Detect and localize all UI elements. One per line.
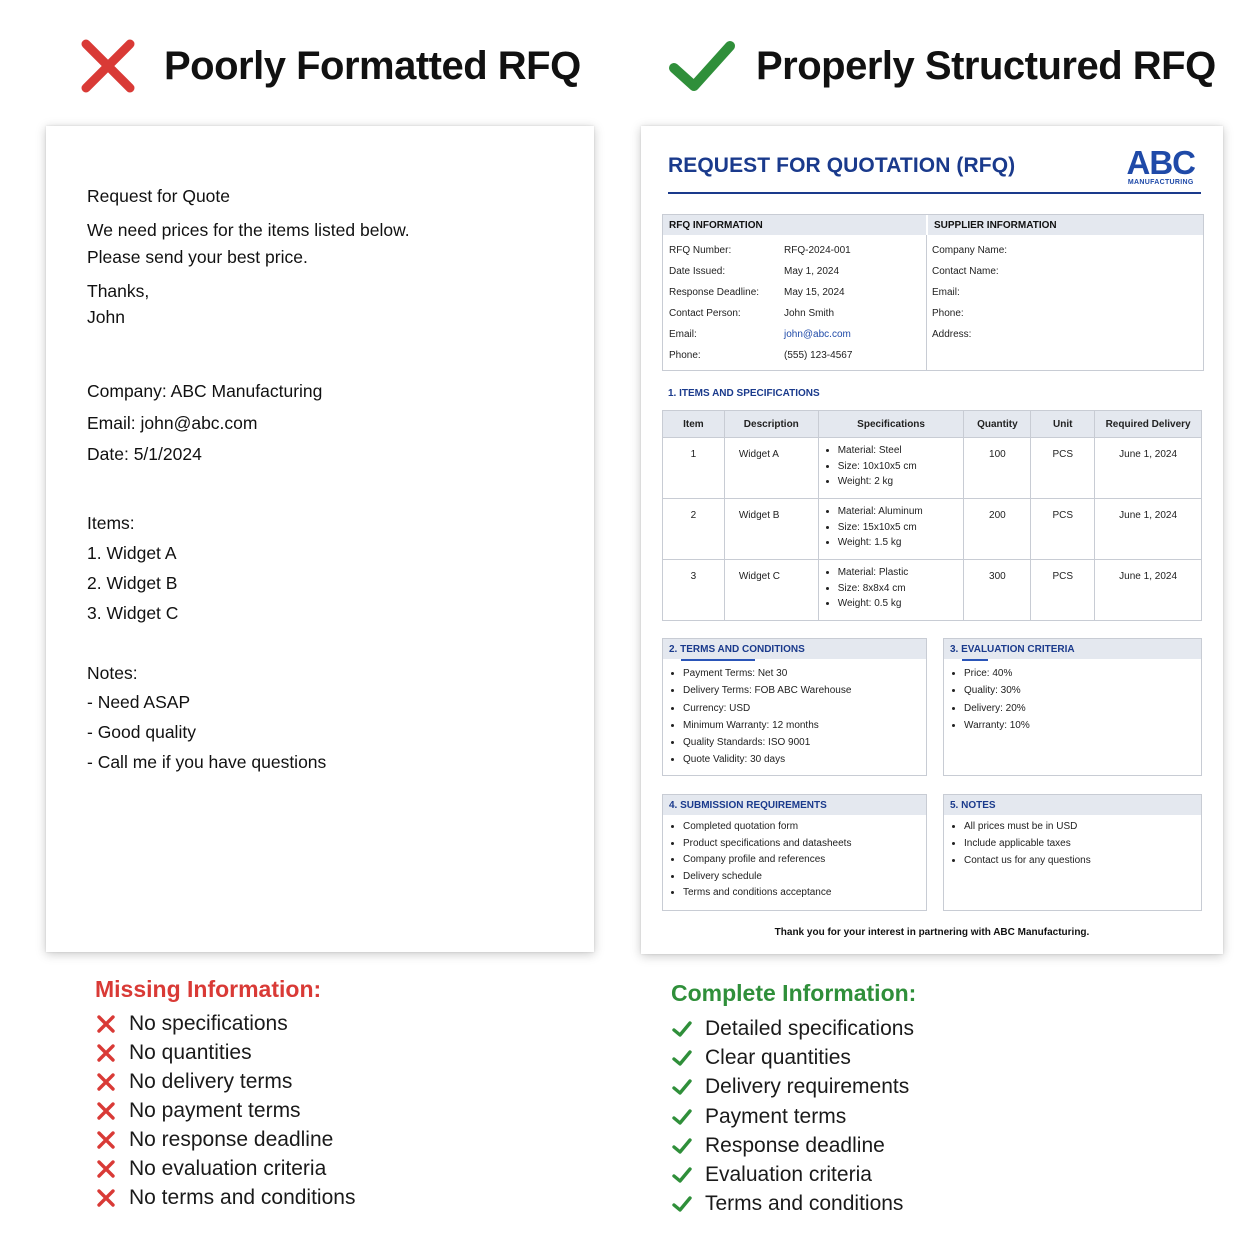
list-item: • Quality: 30% [964, 682, 1201, 699]
poor-email: Email: john@abc.com [87, 413, 258, 433]
list-item: • Product specifications and datasheets [683, 836, 926, 853]
complete-item-label: Terms and conditions [705, 1192, 904, 1215]
missing-item-label: No specifications [129, 1012, 288, 1035]
poor-line: We need prices for the items listed below. [87, 220, 410, 240]
rfq-info-label: Contact Person: [669, 308, 741, 319]
rfq-info-value: May 1, 2024 [784, 266, 840, 277]
supplier-field-label: Contact Name: [932, 266, 999, 277]
terms-title: 2. TERMS AND CONDITIONS [669, 644, 805, 655]
complete-item [671, 1161, 872, 1189]
rfq-info-label: Email: [669, 329, 697, 340]
item-description: Widget A [724, 438, 818, 499]
supplier-field-label: Address: [932, 329, 972, 340]
notes-section [943, 794, 1202, 911]
list-item: • Contact us for any questions [964, 853, 1201, 870]
item-quantity: 200 [964, 499, 1031, 560]
rfq-info-label: RFQ Number: [669, 245, 732, 256]
notes-title: 5. NOTES [950, 800, 996, 811]
check-icon [671, 1164, 693, 1186]
list-item: • Quote Validity: 30 days [683, 751, 926, 768]
complete-item [671, 1103, 846, 1131]
x-icon [95, 1071, 117, 1093]
evaluation-section [943, 638, 1202, 776]
table-header-row [663, 411, 1202, 438]
submission-header [663, 795, 926, 815]
list-item: • Currency: USD [683, 700, 926, 717]
check-icon [671, 1047, 693, 1069]
complete-item [671, 1073, 909, 1101]
list-item: • Delivery schedule [683, 869, 926, 886]
item-description: Widget C [724, 560, 818, 621]
spec-item: • Weight: 0.5 kg [838, 596, 963, 612]
complete-item [671, 1132, 885, 1160]
x-icon [95, 1158, 117, 1180]
check-icon [668, 38, 736, 94]
items-section-title: 1. ITEMS AND SPECIFICATIONS [668, 388, 820, 399]
rfq-info-value: RFQ-2024-001 [784, 245, 851, 256]
complete-item-label: Detailed specifications [705, 1017, 914, 1040]
complete-item-label: Clear quantities [705, 1046, 851, 1069]
column-header: Specifications [818, 411, 964, 438]
item-specifications [818, 560, 964, 621]
rfq-document-title: REQUEST FOR QUOTATION (RFQ) [668, 154, 1016, 177]
column-header: Required Delivery [1095, 411, 1202, 438]
spec-item: • Size: 8x8x4 cm [838, 581, 963, 597]
spec-item: • Weight: 2 kg [838, 474, 963, 490]
check-icon [671, 1018, 693, 1040]
poor-rfq-title: Poorly Formatted RFQ [164, 43, 581, 88]
list-item: • Company profile and references [683, 852, 926, 869]
missing-item [95, 1126, 333, 1154]
spec-item: • Material: Steel [838, 443, 963, 459]
poor-notes-label: Notes: [87, 663, 138, 683]
poor-item: 2. Widget B [87, 573, 178, 593]
table-row [663, 560, 1202, 621]
list-item: • Delivery: 20% [964, 700, 1201, 717]
poor-line: Thanks, [87, 281, 150, 301]
rfq-info-label: Phone: [669, 350, 701, 361]
item-unit: PCS [1031, 438, 1095, 499]
supplier-info-header: SUPPLIER INFORMATION [928, 215, 1203, 235]
item-delivery: June 1, 2024 [1095, 499, 1202, 560]
contact-email-link[interactable]: john@abc.com [784, 329, 851, 340]
list-item: • Completed quotation form [683, 819, 926, 836]
poor-rfq-document [46, 126, 594, 952]
item-quantity: 300 [964, 560, 1031, 621]
missing-item [95, 1068, 292, 1096]
check-icon [671, 1135, 693, 1157]
poor-line: Please send your best price. [87, 247, 308, 267]
evaluation-title: 3. EVALUATION CRITERIA [950, 644, 1075, 655]
rfq-info-value: John Smith [784, 308, 835, 319]
column-header: Quantity [964, 411, 1031, 438]
rfq-info-value: (555) 123-4567 [784, 350, 853, 361]
poor-item: 1. Widget A [87, 543, 177, 563]
logo-sub: MANUFACTURING [1127, 179, 1194, 186]
poor-note: - Good quality [87, 722, 196, 742]
poor-company: Company: ABC Manufacturing [87, 381, 323, 401]
missing-item-label: No evaluation criteria [129, 1157, 327, 1180]
spec-item: • Size: 15x10x5 cm [838, 520, 963, 536]
item-description: Widget B [724, 499, 818, 560]
good-rfq-title: Properly Structured RFQ [756, 43, 1216, 88]
missing-item-label: No terms and conditions [129, 1186, 356, 1209]
rfq-info-label: Response Deadline: [669, 287, 760, 298]
list-item: • Price: 40% [964, 665, 1201, 682]
check-icon [671, 1106, 693, 1128]
item-delivery: June 1, 2024 [1095, 438, 1202, 499]
poor-line: Request for Quote [87, 186, 230, 206]
item-unit: PCS [1031, 499, 1095, 560]
missing-item-label: No delivery terms [129, 1070, 293, 1093]
good-rfq-heading [668, 34, 1216, 98]
missing-item [95, 1155, 326, 1183]
submission-list [663, 819, 926, 902]
spec-item: • Material: Aluminum [838, 504, 963, 520]
column-header: Unit [1031, 411, 1095, 438]
list-item: • Terms and conditions acceptance [683, 885, 926, 902]
terms-list [663, 665, 926, 769]
complete-item [671, 1044, 851, 1072]
list-item: • Warranty: 10% [964, 717, 1201, 734]
x-icon [80, 38, 136, 94]
section-underline [681, 659, 755, 661]
complete-info-title: Complete Information: [671, 980, 917, 1006]
rfq-info-value: May 15, 2024 [784, 287, 845, 298]
missing-item-label: No response deadline [129, 1128, 334, 1151]
terms-header [663, 639, 926, 659]
items-table [662, 410, 1202, 621]
list-item: • Quality Standards: ISO 9001 [683, 734, 926, 751]
complete-item-label: Response deadline [705, 1134, 885, 1157]
item-specifications [818, 438, 964, 499]
missing-item [95, 1039, 252, 1067]
table-row [663, 438, 1202, 499]
column-header: Item [663, 411, 725, 438]
rfq-info-label: Date Issued: [669, 266, 726, 277]
rfq-info-header: RFQ INFORMATION [663, 215, 928, 235]
complete-item-label: Delivery requirements [705, 1075, 910, 1098]
item-specifications [818, 499, 964, 560]
poor-item: 3. Widget C [87, 603, 179, 623]
missing-item [95, 1184, 355, 1212]
poor-note: - Call me if you have questions [87, 752, 327, 772]
supplier-field-label: Phone: [932, 308, 964, 319]
info-panel [662, 214, 1204, 371]
poor-line: John [87, 307, 125, 327]
terms-section [662, 638, 927, 776]
poor-note: - Need ASAP [87, 692, 191, 712]
section-underline [962, 659, 988, 661]
x-icon [95, 1129, 117, 1151]
evaluation-header [944, 639, 1201, 659]
list-item: • Minimum Warranty: 12 months [683, 717, 926, 734]
item-number: 2 [663, 499, 725, 560]
item-unit: PCS [1031, 560, 1095, 621]
notes-header [944, 795, 1201, 815]
abc-logo [1127, 146, 1196, 186]
list-item: • Include applicable taxes [964, 836, 1201, 853]
list-item: • Delivery Terms: FOB ABC Warehouse [683, 682, 926, 699]
list-item: • Payment Terms: Net 30 [683, 665, 926, 682]
x-icon [95, 1013, 117, 1035]
info-divider [926, 235, 927, 370]
logo-main: ABC [1126, 144, 1195, 181]
spec-item: • Weight: 1.5 kg [838, 535, 963, 551]
evaluation-list [944, 665, 1201, 734]
check-icon [671, 1193, 693, 1215]
supplier-field-label: Company Name: [932, 245, 1008, 256]
missing-item [95, 1010, 288, 1038]
complete-item-label: Evaluation criteria [705, 1163, 872, 1186]
poor-items-label: Items: [87, 513, 135, 533]
good-rfq-document [641, 126, 1223, 954]
column-header: Description [724, 411, 818, 438]
missing-item-label: No quantities [129, 1041, 252, 1064]
missing-item [95, 1097, 301, 1125]
complete-item [671, 1190, 903, 1218]
notes-list [944, 819, 1201, 869]
submission-section [662, 794, 927, 911]
title-divider [668, 192, 1201, 194]
item-number: 1 [663, 438, 725, 499]
poor-rfq-heading [80, 34, 581, 98]
item-delivery: June 1, 2024 [1095, 560, 1202, 621]
complete-item-label: Payment terms [705, 1105, 847, 1128]
spec-item: • Size: 10x10x5 cm [838, 459, 963, 475]
spec-item: • Material: Plastic [838, 565, 963, 581]
item-number: 3 [663, 560, 725, 621]
table-row [663, 499, 1202, 560]
missing-item-label: No payment terms [129, 1099, 301, 1122]
x-icon [95, 1100, 117, 1122]
x-icon [95, 1042, 117, 1064]
complete-item [671, 1015, 914, 1043]
item-quantity: 100 [964, 438, 1031, 499]
missing-info-title: Missing Information: [95, 976, 322, 1002]
thank-you-note: Thank you for your interest in partnering with ABC Manufacturing. [774, 927, 1090, 938]
supplier-field-label: Email: [932, 287, 960, 298]
list-item: • All prices must be in USD [964, 819, 1201, 836]
poor-date: Date: 5/1/2024 [87, 444, 202, 464]
x-icon [95, 1187, 117, 1209]
check-icon [671, 1076, 693, 1098]
submission-title: 4. SUBMISSION REQUIREMENTS [669, 800, 827, 811]
